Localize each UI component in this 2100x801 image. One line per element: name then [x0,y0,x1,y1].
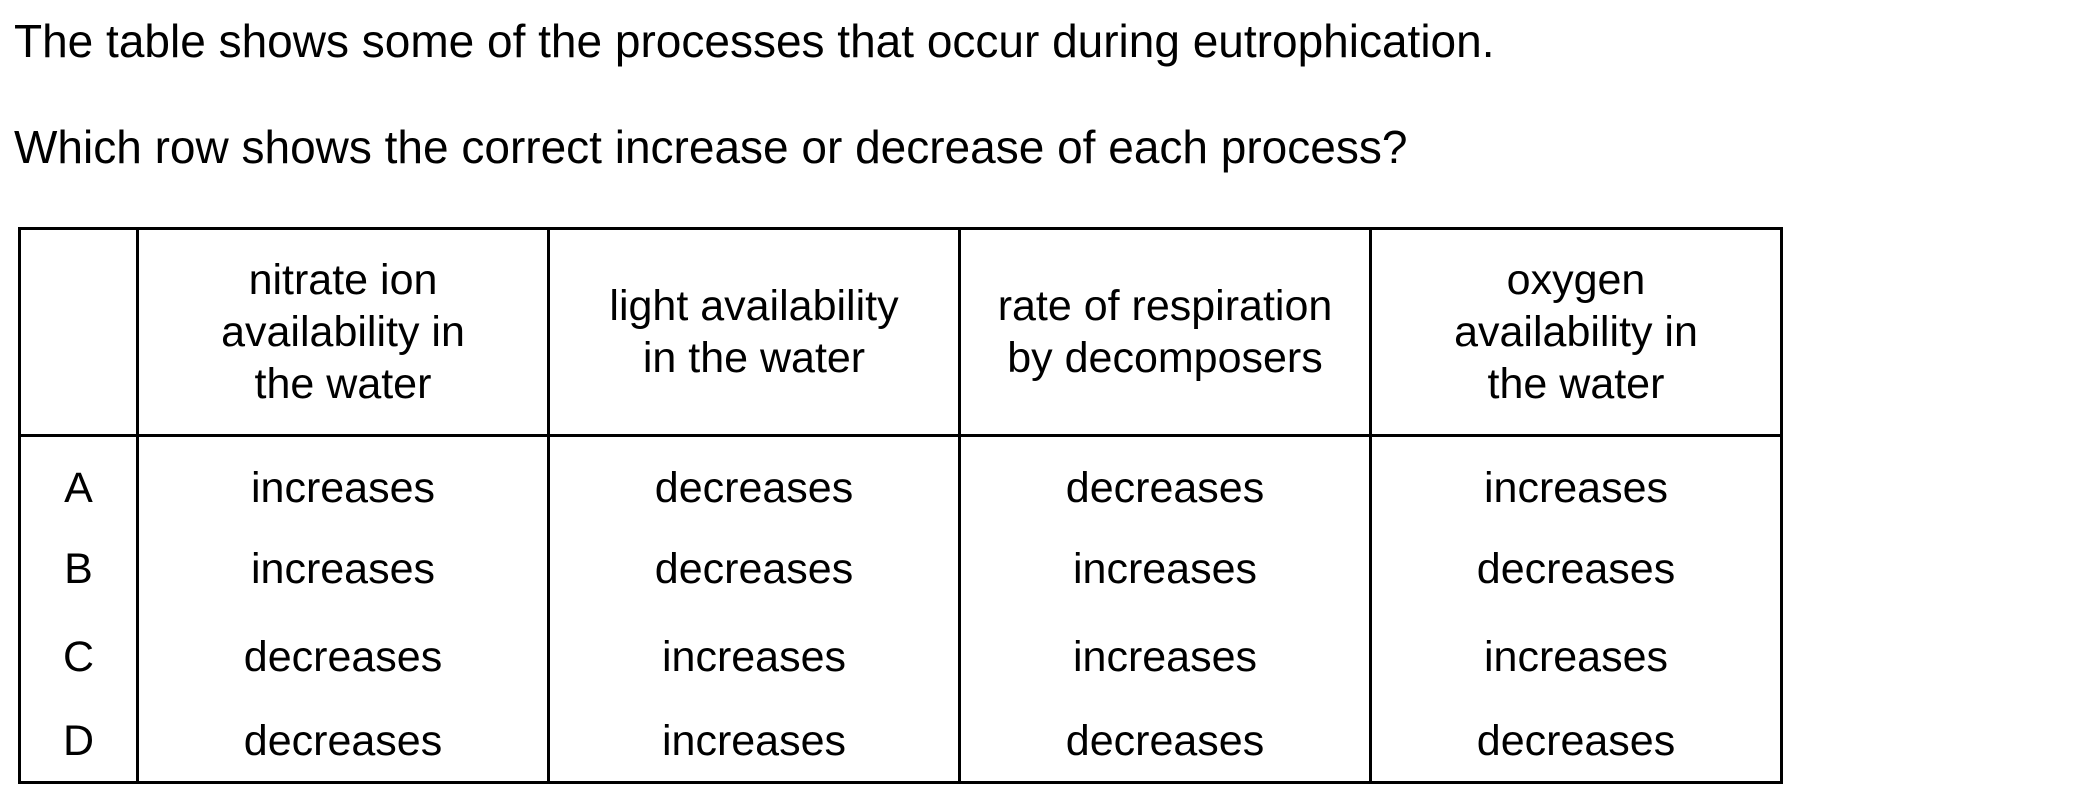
header-line: the water [254,360,432,408]
table-row-d [20,701,1782,783]
table-cell: increases [549,701,960,783]
table-cell: decreases [960,436,1371,526]
row-letter: D [20,701,138,783]
table-cell: increases [1371,613,1782,701]
table-cell: increases [960,613,1371,701]
header-light [549,229,960,436]
header-line: nitrate ion [248,256,438,304]
header-line: availability in [221,308,465,356]
table-row-c [20,613,1782,701]
header-line: oxygen [1506,256,1646,304]
table-cell: decreases [960,701,1371,783]
intro-text: The table shows some of the processes that occur during eutrophication. [14,15,1495,67]
table-cell: decreases [549,525,960,613]
answer-options-table [18,227,1783,784]
table-cell: decreases [1371,701,1782,783]
header-line: availability in [1454,308,1698,356]
table-row-b [20,525,1782,613]
header-nitrate [138,229,549,436]
header-line: by decomposers [1007,334,1323,382]
row-letter: B [20,525,138,613]
header-empty-cell [20,229,138,436]
table-cell: increases [960,525,1371,613]
header-respiration [960,229,1371,436]
row-letter: A [20,436,138,526]
table-header-row [20,229,1782,436]
table-cell: decreases [138,613,549,701]
table-cell: increases [138,436,549,526]
table-cell: decreases [1371,525,1782,613]
table-cell: increases [549,613,960,701]
header-line: rate of respiration [997,282,1333,330]
table-cell: increases [138,525,549,613]
header-line: in the water [642,334,866,382]
header-oxygen [1371,229,1782,436]
table-row-a [20,436,1782,526]
table-cell: decreases [549,436,960,526]
row-letter: C [20,613,138,701]
header-line: the water [1487,360,1665,408]
question-text: Which row shows the correct increase or decrease of each process? [14,121,1408,173]
header-line: light availability [609,282,899,330]
table-cell: increases [1371,436,1782,526]
table-cell: decreases [138,701,549,783]
